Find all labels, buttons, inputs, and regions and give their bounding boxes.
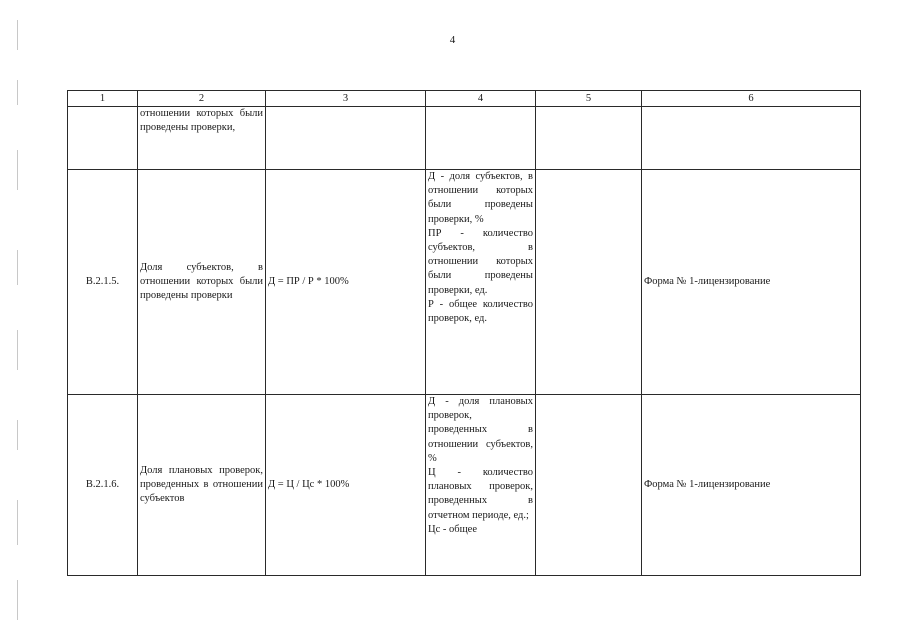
table-row — [68, 395, 861, 576]
table-row — [68, 170, 861, 395]
indicator-code: В.2.1.5. — [68, 170, 138, 395]
indicator-formula — [266, 107, 426, 170]
indicator-code — [68, 107, 138, 170]
header-cell: 5 — [536, 91, 642, 107]
definition-line: ПР - количество субъектов, в отношении которых были проведены проверки, ед. — [428, 227, 533, 296]
indicator-col5 — [536, 395, 642, 576]
table-header-row — [68, 91, 861, 107]
indicator-formula: Д = Ц / Цс * 100% — [266, 395, 426, 576]
scan-margin-marks — [17, 0, 18, 640]
indicator-name: Доля плановых проверок, проведенных в отношении субъектов — [138, 395, 266, 576]
indicator-definitions — [426, 107, 536, 170]
definition-line: Ц - количество плановых проверок, проведенных в отчетном периоде, ед.; — [428, 467, 533, 521]
header-cell: 2 — [138, 91, 266, 107]
header-cell: 3 — [266, 91, 426, 107]
indicator-name: Доля субъектов, в отношении которых были проведены проверки — [138, 170, 266, 395]
definition-line: Р - общее количество проверок, ед. — [428, 298, 533, 325]
definition-line: Цс - общее — [428, 523, 477, 535]
header-cell: 1 — [68, 91, 138, 107]
indicator-col5 — [536, 107, 642, 170]
table-row — [68, 107, 861, 170]
definitions-clip — [428, 395, 533, 574]
indicator-name: отношении которых были проведены проверки, — [138, 107, 266, 170]
indicator-source — [642, 107, 861, 170]
indicator-table — [67, 90, 861, 576]
indicator-source: Форма № 1-лицензирование — [642, 170, 861, 395]
header-cell: 6 — [642, 91, 861, 107]
header-cell: 4 — [426, 91, 536, 107]
indicator-col5 — [536, 170, 642, 395]
indicator-formula: Д = ПР / Р * 100% — [266, 170, 426, 395]
indicator-definitions — [426, 395, 536, 576]
indicator-definitions — [426, 170, 536, 395]
indicator-source: Форма № 1-лицензирование — [642, 395, 861, 576]
definition-line: Д - доля плановых проверок, проведенных в отношении субъектов, % — [428, 396, 533, 464]
definition-line: Д - доля субъектов, в отношении которых были проведены проверки, % — [428, 171, 533, 225]
indicator-code: В.2.1.6. — [68, 395, 138, 576]
page-number: 4 — [449, 34, 456, 46]
